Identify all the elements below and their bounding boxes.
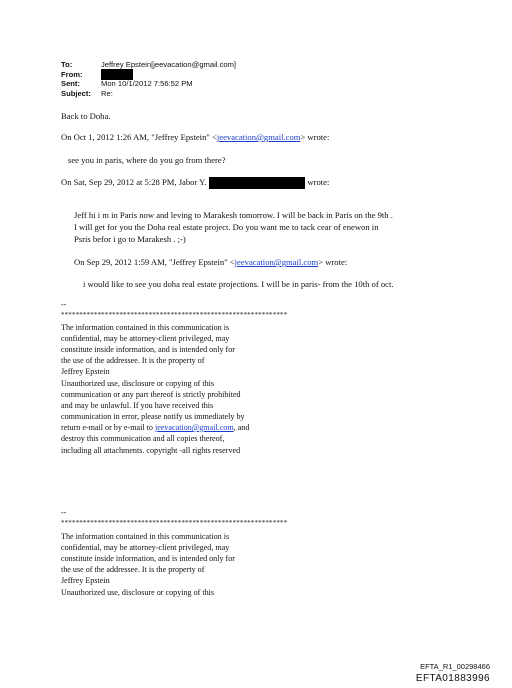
disclaimer-line: confidential, may be attorney-client privileged, may (61, 543, 230, 552)
quote3-suffix: > wrote: (318, 257, 348, 267)
to-label: To: (61, 60, 73, 69)
quote1-email-link[interactable]: jeevacation@gmail.com (216, 132, 301, 142)
header-sent-row (61, 79, 193, 89)
disclaimer-email-prefix: return e-mail or by e-mail to (61, 423, 155, 432)
quote2-line: Jeff hi i m in Paris now and leving to Marakesh tomorrow. I will be back in Paris on the 9th . (74, 210, 393, 220)
quote2-line: I will get for you the Doha real estate project. Do you want me to tack cear of enewon in (74, 222, 379, 232)
quote1-prefix: On Oct 1, 2012 1:26 AM, "Jeffrey Epstein" < (61, 132, 217, 142)
quote1-header (61, 132, 329, 144)
disclaimer-line: communication in error, please notify us immediately by (61, 412, 245, 421)
quote1-text: see you in paris, where do you go from there? (68, 155, 226, 165)
disclaimer-email-line (61, 422, 249, 433)
stars-divider: ************************************************************** (61, 519, 288, 527)
subject-value: Re: (101, 89, 113, 98)
disclaimer-line: constitute inside information, and is intended only for (61, 554, 235, 563)
disclaimer-line: Jeffrey Epstein (61, 367, 110, 376)
quote1-suffix: > wrote: (300, 132, 330, 142)
from-label: From: (61, 69, 83, 79)
quote2-header (61, 177, 329, 189)
quote2-line: Psris befor i go to Marakesh . ;-) (74, 234, 186, 244)
disclaimer-line: communication or any part thereof is strictly prohibited (61, 390, 241, 399)
quote2-suffix: wrote: (307, 177, 330, 187)
disclaimer-email-suffix: , and (233, 423, 250, 432)
disclaimer-line: The information contained in this communication is (61, 323, 230, 332)
signature-dashes: -- (61, 300, 67, 309)
quote3-prefix: On Sep 29, 2012 1:59 AM, "Jeffrey Epstein" < (74, 257, 235, 267)
disclaimer-line: the use of the addressee. It is the property of (61, 565, 205, 574)
quote3-text: i would like to see you doha real estate projections. I will be in paris- from the 10th of oct. (83, 279, 394, 289)
redaction-box (209, 177, 305, 189)
sent-value: Mon 10/1/2012 7:56:52 PM (101, 79, 193, 88)
disclaimer-line: Unauthorized use, disclosure or copying of this (61, 588, 215, 597)
to-value: Jeffrey Epstein[jeevacation@gmail.com] (101, 60, 237, 69)
disclaimer-email-link[interactable]: jeevacation@gmail.com (154, 423, 234, 432)
disclaimer-line: confidential, may be attorney-client privileged, may (61, 334, 230, 343)
disclaimer-line: including all attachments. copyright -all rights reserved (61, 446, 241, 455)
quote3-header (74, 257, 347, 269)
sent-label: Sent: (61, 79, 80, 88)
disclaimer-line: constitute inside information, and is intended only for (61, 345, 235, 354)
signature-dashes: -- (61, 508, 67, 517)
disclaimer-line: Unauthorized use, disclosure or copying of this (61, 379, 215, 388)
quote2-prefix: On Sat, Sep 29, 2012 at 5:28 PM, Jabor Y. (61, 177, 207, 187)
disclaimer-line: The information contained in this communication is (61, 532, 230, 541)
stars-divider: ************************************************************** (61, 311, 288, 319)
disclaimer-line: the use of the addressee. It is the property of (61, 356, 205, 365)
subject-label: Subject: (61, 89, 91, 98)
quote3-email-link[interactable]: jeevacation@gmail.com (234, 257, 319, 267)
disclaimer-line: destroy this communication and all copies thereof, (61, 434, 225, 443)
disclaimer-line: Jeffrey Epstein (61, 576, 110, 585)
header-subject-row (61, 89, 113, 99)
bates-ref-primary: EFTA_R1_00298466 (420, 662, 490, 671)
disclaimer-line: and may be unlawful. If you have received this (61, 401, 214, 410)
bates-ref-secondary: EFTA01883996 (415, 673, 490, 684)
reply-text: Back to Doha. (61, 111, 111, 121)
